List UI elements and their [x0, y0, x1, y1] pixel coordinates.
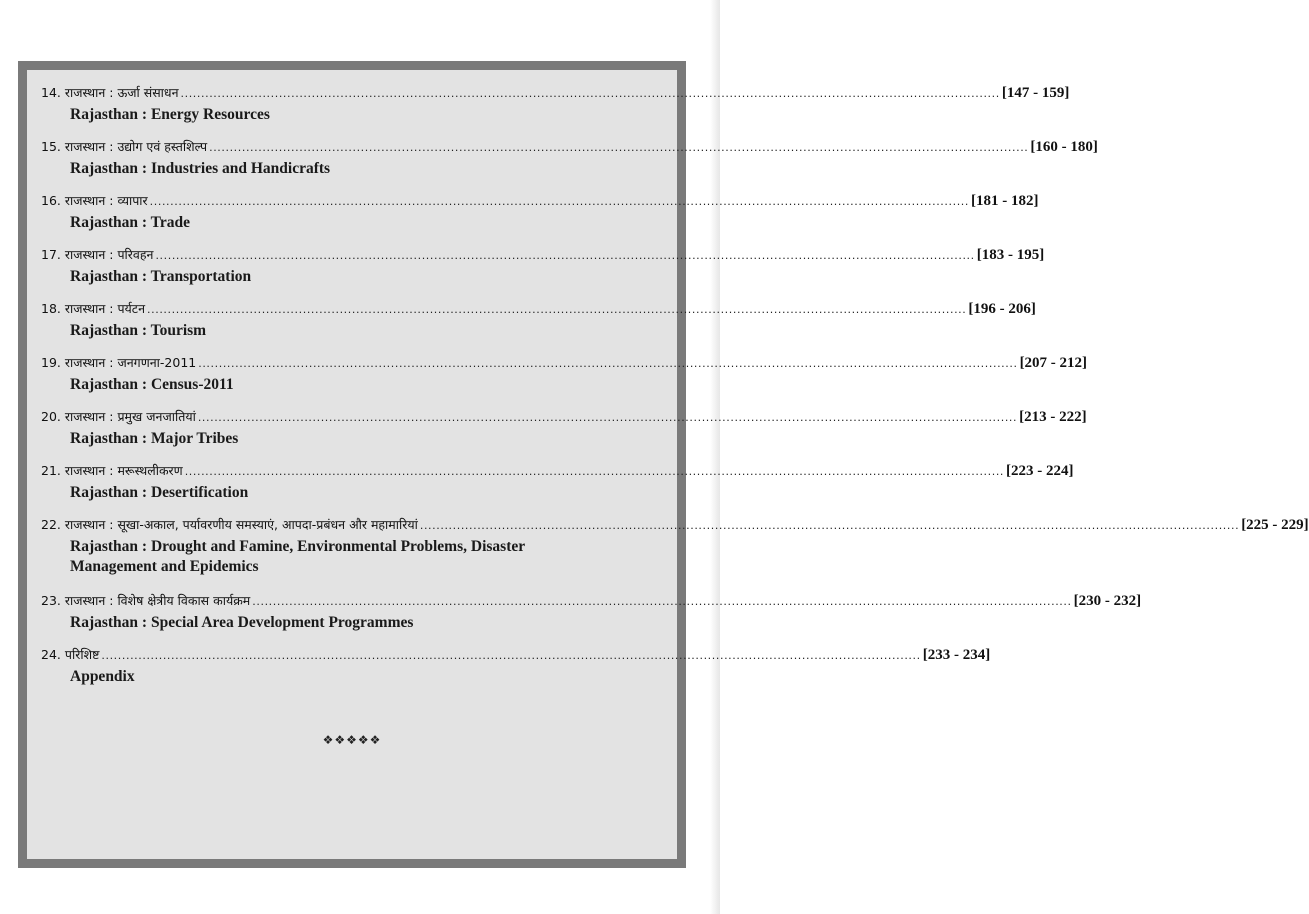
- english-title: Rajasthan : Major Tribes: [70, 430, 239, 447]
- page-range: [160 - 180]: [1030, 139, 1098, 155]
- toc-entry-24[interactable]: [41, 646, 991, 687]
- hindi-title: राजस्थान : ऊर्जा संसाधन: [64, 85, 179, 100]
- page-range: [207 - 212]: [1019, 355, 1088, 371]
- toc-entry-19[interactable]: [41, 354, 1088, 395]
- english-title: Rajasthan : Desertification: [70, 484, 249, 501]
- entry-number: 14.: [41, 85, 61, 100]
- english-title: Rajasthan : Special Area Development Programmes: [70, 614, 414, 631]
- page-edge-shadow: [710, 0, 720, 914]
- entry-number: 23.: [41, 593, 61, 608]
- dot-leader: ........................................................................................................................................................................................................: [147, 303, 967, 316]
- hindi-title: राजस्थान : प्रमुख जनजातियां: [64, 409, 196, 424]
- page-range: [230 - 232]: [1073, 593, 1142, 609]
- page-range: [181 - 182]: [971, 193, 1039, 209]
- dot-leader: ........................................................................................................................................................................................................: [101, 649, 921, 662]
- hindi-title: राजस्थान : उद्योग एवं हस्तशिल्प: [64, 139, 208, 154]
- dot-leader: ........................................................................................................................................................................................................: [155, 249, 975, 262]
- page-range: [223 - 224]: [1006, 463, 1074, 479]
- contents-frame: [18, 61, 1309, 868]
- toc-entry-17[interactable]: [41, 246, 1045, 287]
- entry-number: 21.: [41, 463, 61, 478]
- toc-entry-15[interactable]: [41, 138, 1098, 179]
- dot-leader: ........................................................................................................................................................................................................: [198, 357, 1018, 370]
- entry-number: 16.: [41, 193, 61, 208]
- english-title: Appendix: [70, 668, 135, 685]
- hindi-title: राजस्थान : विशेष क्षेत्रीय विकास कार्यक्रम: [64, 593, 251, 608]
- toc-entry-18[interactable]: [41, 300, 1036, 341]
- ornament-divider: ❖❖❖❖❖: [322, 733, 382, 747]
- english-title: Rajasthan : Census-2011: [70, 376, 234, 393]
- entry-number: 15.: [41, 139, 61, 154]
- hindi-title: राजस्थान : सूखा-अकाल, पर्यावरणीय समस्याएं, आपदा-प्रबंधन और महामारियां: [64, 517, 418, 532]
- dot-leader: ........................................................................................................................................................................................................: [180, 87, 1000, 100]
- entry-number: 18.: [41, 301, 61, 316]
- entry-number: 20.: [41, 409, 61, 424]
- hindi-title: राजस्थान : परिवहन: [64, 247, 154, 262]
- dot-leader: ........................................................................................................................................................................................................: [209, 141, 1029, 154]
- hindi-title: परिशिष्ट: [64, 647, 100, 662]
- toc-entry-22[interactable]: [41, 516, 1309, 577]
- page-range: [233 - 234]: [922, 647, 991, 663]
- page-range: [147 - 159]: [1001, 85, 1070, 101]
- dot-leader: ........................................................................................................................................................................................................: [419, 519, 1240, 532]
- entry-number: 17.: [41, 247, 61, 262]
- toc-entry-16[interactable]: [41, 192, 1039, 233]
- toc-entry-21[interactable]: [41, 462, 1074, 503]
- toc-entry-14[interactable]: [41, 84, 1070, 125]
- entry-number: 19.: [41, 355, 61, 370]
- page-range: [225 - 229]: [1241, 517, 1309, 533]
- entry-number: 22.: [41, 517, 61, 532]
- hindi-title: राजस्थान : व्यापार: [64, 193, 148, 208]
- hindi-title: राजस्थान : मरूस्थलीकरण: [64, 463, 183, 478]
- english-title: Rajasthan : Tourism: [70, 322, 207, 339]
- dot-leader: ........................................................................................................................................................................................................: [149, 195, 969, 208]
- page-range: [183 - 195]: [976, 247, 1045, 263]
- english-title: Rajasthan : Trade: [70, 214, 190, 231]
- english-title: Rajasthan : Transportation: [70, 268, 252, 285]
- dot-leader: ........................................................................................................................................................................................................: [252, 595, 1072, 608]
- dot-leader: ........................................................................................................................................................................................................: [184, 465, 1005, 478]
- toc-entry-20[interactable]: [41, 408, 1087, 449]
- page-range: [213 - 222]: [1019, 409, 1087, 425]
- hindi-title: राजस्थान : पर्यटन: [64, 301, 146, 316]
- entry-number: 24.: [41, 647, 61, 662]
- dot-leader: ........................................................................................................................................................................................................: [197, 411, 1018, 424]
- page-range: [196 - 206]: [968, 301, 1036, 317]
- english-title: Rajasthan : Energy Resources: [70, 106, 270, 123]
- english-title: Rajasthan : Industries and Handicrafts: [70, 160, 331, 177]
- toc-entry-23[interactable]: [41, 592, 1142, 633]
- english-title: Rajasthan : Drought and Famine, Environmental Problems, Disaster Management and Epidemics: [70, 538, 525, 575]
- hindi-title: राजस्थान : जनगणना-2011: [64, 355, 197, 370]
